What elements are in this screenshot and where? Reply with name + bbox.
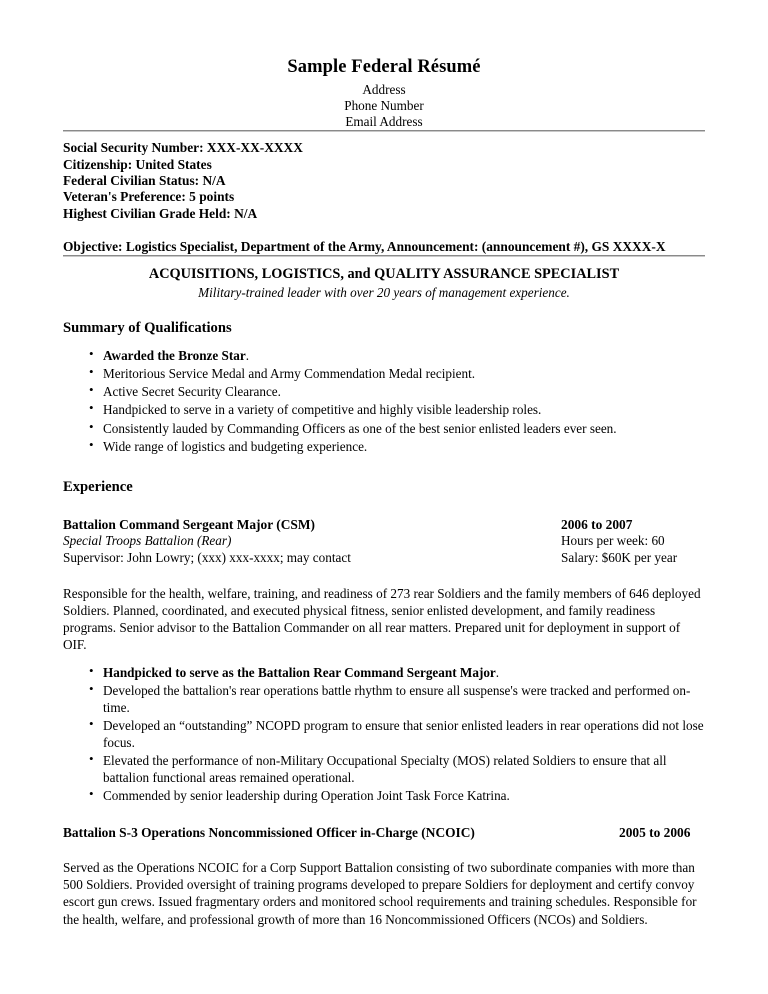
bullet-text: Developed the battalion's rear operations battle rhythm to ensure all suspense's were tracked and performed on-time.: [103, 682, 691, 715]
bullet-text: Developed an “outstanding” NCOPD program to ensure that senior enlisted leaders in rear operations did not lose focus.: [103, 717, 704, 750]
section-heading-summary: Summary of Qualifications: [63, 319, 232, 336]
info-citizenship: Citizenship: United States: [63, 156, 212, 172]
info-veterans-preference: Veteran's Preference: 5 points: [63, 189, 235, 205]
job-dates: 2006 to 2007: [561, 517, 633, 533]
contact-email: Email Address: [345, 114, 423, 130]
list-item: [63, 717, 705, 751]
section-heading-experience: Experience: [63, 478, 133, 495]
headline-block: [63, 266, 705, 301]
contact-phone: Phone Number: [344, 98, 424, 114]
list-item: [63, 787, 705, 804]
experience-entry-1: [63, 516, 705, 804]
list-item: [63, 420, 705, 437]
bullet-text: .: [245, 348, 250, 364]
specialist-tagline: Military-trained leader with over 20 years of management experience.: [198, 285, 570, 301]
list-item: [63, 682, 705, 716]
job-salary: Salary: $60K per year: [561, 550, 678, 566]
bullet-text: Meritorious Service Medal and Army Commendation Medal recipient.: [103, 366, 476, 382]
bullet-text: Elevated the performance of non-Military Occupational Specialty (MOS) related Soldiers to ensure that all battalion functional areas remained operational.: [103, 752, 667, 785]
job-description: Responsible for the health, welfare, training, and readiness of 273 rear Soldiers and the family members of 646 deployed Soldiers. Planned, coordinated, and executed physical fitness, senior enlisted development, and family readiness programs. Senior advisor to the Battalion Commander on all rear matters. Prepared unit for deployment in support of OIF.: [63, 586, 701, 653]
bullet-text: .: [495, 664, 500, 680]
contact-address: Address: [362, 82, 406, 98]
divider-objective: [63, 255, 705, 257]
document-header: [63, 0, 705, 130]
job-dates: 2005 to 2006: [619, 824, 691, 840]
job-description: Served as the Operations NCOIC for a Corp Support Battalion consisting of two subordinate companies with more than 500 Soldiers. Provided oversight of training programs developed to prepare Soldiers for deployment and certify convoy escort gun crews. Issued fragmentary orders and monitored school requirements and training schedules. Responsible for the health, welfare, and professional growth of more than 16 Noncommissioned Officers (NCOs) and Soldiers.: [63, 860, 697, 927]
list-item: [63, 664, 705, 681]
objective-line: Objective: Logistics Specialist, Department of the Army, Announcement: (announcement #), GS XXXX-X: [63, 238, 666, 254]
bullet-text: Consistently lauded by Commanding Officers as one of the best senior enlisted leaders ever seen.: [103, 420, 617, 436]
job-title: Battalion S-3 Operations Noncommissioned Officer in-Charge (NCOIC): [63, 824, 475, 840]
experience-entry-2: [63, 824, 705, 928]
info-federal-civilian-status: Federal Civilian Status: N/A: [63, 172, 226, 188]
page-title: Sample Federal Résumé: [287, 57, 481, 77]
bullet-bold-text: Awarded the Bronze Star: [103, 348, 246, 364]
bullet-text: Handpicked to serve in a variety of competitive and highly visible leadership roles.: [103, 402, 542, 418]
list-item: [63, 383, 705, 400]
summary-bullet-list: [63, 347, 705, 454]
bullet-text: Active Secret Security Clearance.: [103, 384, 281, 400]
job-header-row: [63, 516, 705, 533]
list-item: [63, 438, 705, 455]
job-hours-per-week: Hours per week: 60: [561, 533, 665, 549]
personal-info-block: [63, 140, 705, 221]
bullet-text: Wide range of logistics and budgeting experience.: [103, 438, 368, 454]
list-item: [63, 365, 705, 382]
info-ssn: Social Security Number: XXX-XX-XXXX: [63, 140, 303, 156]
job-supervisor-row: [63, 550, 705, 567]
list-item: [63, 752, 705, 786]
info-highest-grade: Highest Civilian Grade Held: N/A: [63, 205, 258, 221]
job-supervisor: Supervisor: John Lowry; (xxx) xxx-xxxx; may contact: [63, 550, 351, 566]
bullet-text: Commended by senior leadership during Operation Joint Task Force Katrina.: [103, 787, 510, 803]
bullet-bold-text: Handpicked to serve as the Battalion Rear Command Sergeant Major: [103, 664, 496, 680]
specialist-headline: ACQUISITIONS, LOGISTICS, and QUALITY ASSURANCE SPECIALIST: [148, 265, 620, 282]
job-bullet-list: [63, 664, 705, 804]
divider-top: [63, 130, 705, 132]
list-item: [63, 401, 705, 418]
job-org-row: [63, 533, 705, 550]
list-item: [63, 347, 705, 364]
job-organization: Special Troops Battalion (Rear): [63, 533, 232, 549]
job-title: Battalion Command Sergeant Major (CSM): [63, 517, 315, 533]
job-header-row: [63, 824, 705, 841]
